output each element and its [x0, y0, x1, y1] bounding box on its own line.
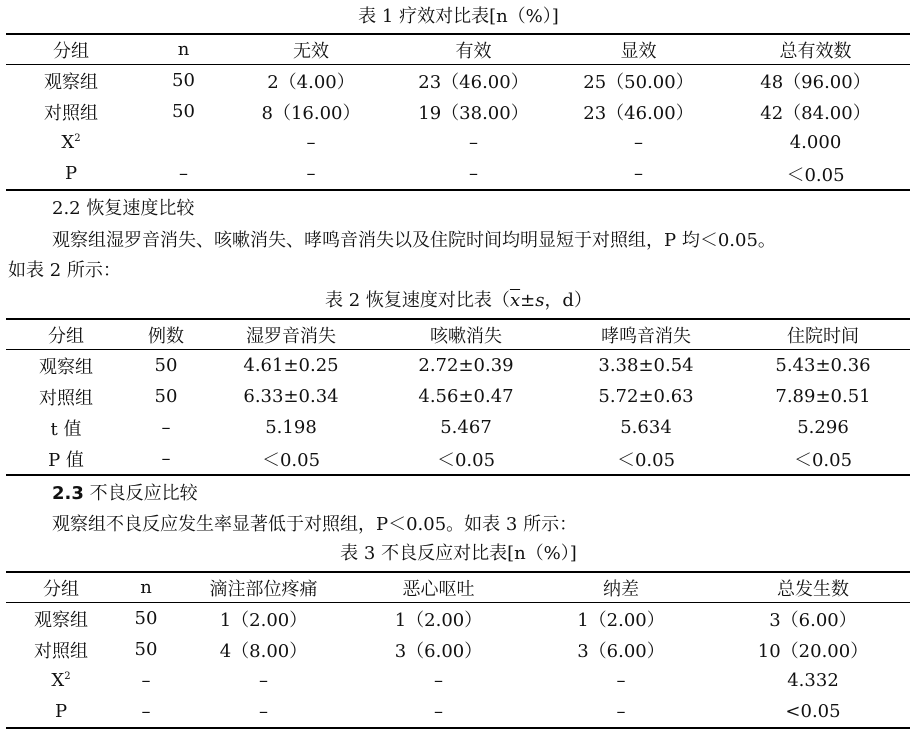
table-header-cell: n — [116, 572, 176, 603]
mean-symbol: $\overline{x}$ — [509, 290, 521, 311]
section-heading-2-2: 2.2 恢复速度比较 — [52, 198, 195, 219]
table-cell: 3（6.00） — [769, 609, 857, 631]
table-row — [6, 665, 910, 696]
table-header-cell: 分组 — [6, 572, 116, 603]
table-cell: 4.61±0.25 — [243, 355, 339, 376]
table-cell: P 值 — [6, 443, 126, 475]
table-cell: – — [351, 696, 526, 728]
table-cell: 1（2.00） — [394, 609, 483, 631]
table-cell: 4.332 — [787, 670, 839, 691]
table-header-cell: 有效 — [391, 34, 556, 65]
table-cell: 观察组 — [44, 71, 98, 93]
table-header-cell: n — [136, 34, 231, 65]
table-row — [6, 96, 910, 127]
table-cell: 8（16.00） — [261, 102, 361, 124]
table-header-cell: 恶心呕吐 — [351, 572, 526, 603]
table-cell: 5.72±0.63 — [598, 386, 694, 407]
table-cell: 对照组 — [34, 640, 88, 662]
table-row — [6, 603, 910, 635]
table-cell: – — [259, 670, 268, 691]
table-row — [6, 634, 910, 665]
table-cell: – — [126, 443, 206, 475]
paragraph: 观察组湿罗音消失、咳嗽消失、哮鸣音消失以及住院时间均明显短于对照组，P 均＜0.05。 — [52, 230, 776, 251]
table-cell: – — [634, 132, 643, 153]
table-cell: 3.38±0.54 — [598, 355, 694, 376]
table-header-cell: 例数 — [126, 319, 206, 350]
table-cell: ＜0.05 — [721, 158, 910, 190]
table-row — [6, 696, 910, 728]
table-cell: ＜0.05 — [376, 443, 556, 475]
table3 — [6, 571, 910, 729]
table-cell: – — [391, 158, 556, 190]
table-cell: – — [526, 696, 716, 728]
table-cell: 50 — [134, 608, 158, 629]
table-cell: – — [469, 132, 478, 153]
table-row — [6, 127, 910, 158]
table-header-cell: 咳嗽消失 — [376, 319, 556, 350]
table-cell: 5.467 — [440, 417, 492, 438]
table-cell: P — [6, 158, 136, 190]
table-cell: 观察组 — [34, 609, 88, 631]
table-cell: 19（38.00） — [418, 102, 529, 124]
table-cell: – — [161, 417, 171, 438]
table-cell: 25（50.00） — [583, 71, 694, 93]
section-heading-2-3 — [0, 483, 917, 505]
table-cell: 观察组 — [39, 356, 93, 378]
table-cell — [136, 127, 231, 158]
table-cell: – — [616, 670, 626, 691]
table-cell: 1（2.00） — [219, 609, 308, 631]
table-cell: 4（8.00） — [219, 640, 308, 662]
table-cell: 23（46.00） — [418, 71, 529, 93]
table-cell: <0.05 — [716, 696, 910, 728]
table-cell: – — [176, 696, 351, 728]
table-cell: 50 — [172, 101, 195, 122]
table-cell: 5.296 — [797, 417, 849, 438]
table-cell: 4.000 — [789, 132, 842, 153]
table-cell: – — [434, 670, 443, 691]
caption-text: 表 2 恢复速度对比表（ — [325, 290, 510, 311]
table-cell: – — [136, 158, 231, 190]
table-cell: 23（46.00） — [583, 102, 694, 124]
table-header-cell: 湿罗音消失 — [206, 319, 376, 350]
table-cell: 48（96.00） — [760, 71, 871, 93]
table-cell: 5.43±0.36 — [775, 355, 871, 376]
section-title: 不良反应比较 — [89, 483, 198, 504]
table-row — [6, 158, 910, 190]
table-cell: 50 — [154, 386, 178, 407]
table-cell: ＜0.05 — [736, 443, 910, 475]
table-cell: 7.89±0.51 — [775, 386, 871, 407]
table-header-cell: 滴注部位疼痛 — [176, 572, 351, 603]
table3-header-row — [6, 572, 910, 603]
table-cell: 42（84.00） — [760, 102, 871, 124]
table-cell: – — [556, 158, 721, 190]
table-cell: 5.198 — [265, 417, 317, 438]
section-number: 2.3 — [52, 483, 84, 504]
table-header-cell: 住院时间 — [736, 319, 910, 350]
table-cell: 对照组 — [39, 387, 93, 409]
table-row — [6, 443, 910, 475]
table-header-cell: 分组 — [6, 319, 126, 350]
table-cell: t 值 — [50, 418, 82, 440]
table-header-cell: 分组 — [6, 34, 136, 65]
table-cell: 2（4.00） — [267, 71, 355, 93]
table-cell: 5.634 — [620, 417, 672, 438]
table1 — [6, 33, 910, 191]
table-cell: P — [6, 696, 116, 728]
table-cell: $X^2$ — [51, 670, 71, 691]
table-header-cell: 总发生数 — [716, 572, 910, 603]
table-row — [6, 350, 910, 382]
table2 — [6, 318, 910, 476]
table-row — [6, 65, 910, 97]
table-cell: 4.56±0.47 — [418, 386, 514, 407]
table1-header-row — [6, 34, 910, 65]
table-header-cell: 哮鸣音消失 — [556, 319, 736, 350]
table-cell: 2.72±0.39 — [418, 355, 514, 376]
table-row — [6, 381, 910, 412]
table3-caption: 表 3 不良反应对比表[n（%）] — [340, 543, 577, 564]
table2-caption — [0, 290, 917, 312]
table-cell: 10（20.00） — [757, 640, 869, 662]
table-cell: 50 — [134, 639, 158, 660]
table-header-cell: 无效 — [231, 34, 391, 65]
table-cell: 1（2.00） — [577, 609, 665, 631]
table-cell: 50 — [172, 70, 195, 91]
table-cell: – — [231, 158, 391, 190]
table1-caption: 表 1 疗效对比表[n（%）] — [358, 6, 559, 27]
table-cell: – — [116, 696, 176, 728]
table-cell: – — [141, 670, 151, 691]
caption-text: ，d） — [544, 290, 592, 311]
table-cell: 50 — [154, 355, 178, 376]
table-header-cell: 纳差 — [526, 572, 716, 603]
table-cell: 6.33±0.34 — [243, 386, 339, 407]
table-header-cell: 总有效数 — [721, 34, 910, 65]
plus-minus-symbol: ± — [520, 290, 536, 311]
table-row — [6, 412, 910, 443]
table-cell: $X^2$ — [61, 132, 81, 153]
paragraph: 如表 2 所示： — [8, 260, 121, 281]
table-cell: ＜0.05 — [206, 443, 376, 475]
table-cell: 3（6.00） — [394, 640, 483, 662]
table-cell: ＜0.05 — [556, 443, 736, 475]
paragraph: 观察组不良反应发生率显著低于对照组，P＜0.05。如表 3 所示： — [52, 514, 578, 535]
sd-symbol: s — [535, 290, 545, 311]
table2-header-row — [6, 319, 910, 350]
table-cell: 3（6.00） — [577, 640, 665, 662]
table-cell: – — [306, 132, 316, 153]
table-header-cell: 显效 — [556, 34, 721, 65]
table-cell: 对照组 — [44, 102, 98, 124]
